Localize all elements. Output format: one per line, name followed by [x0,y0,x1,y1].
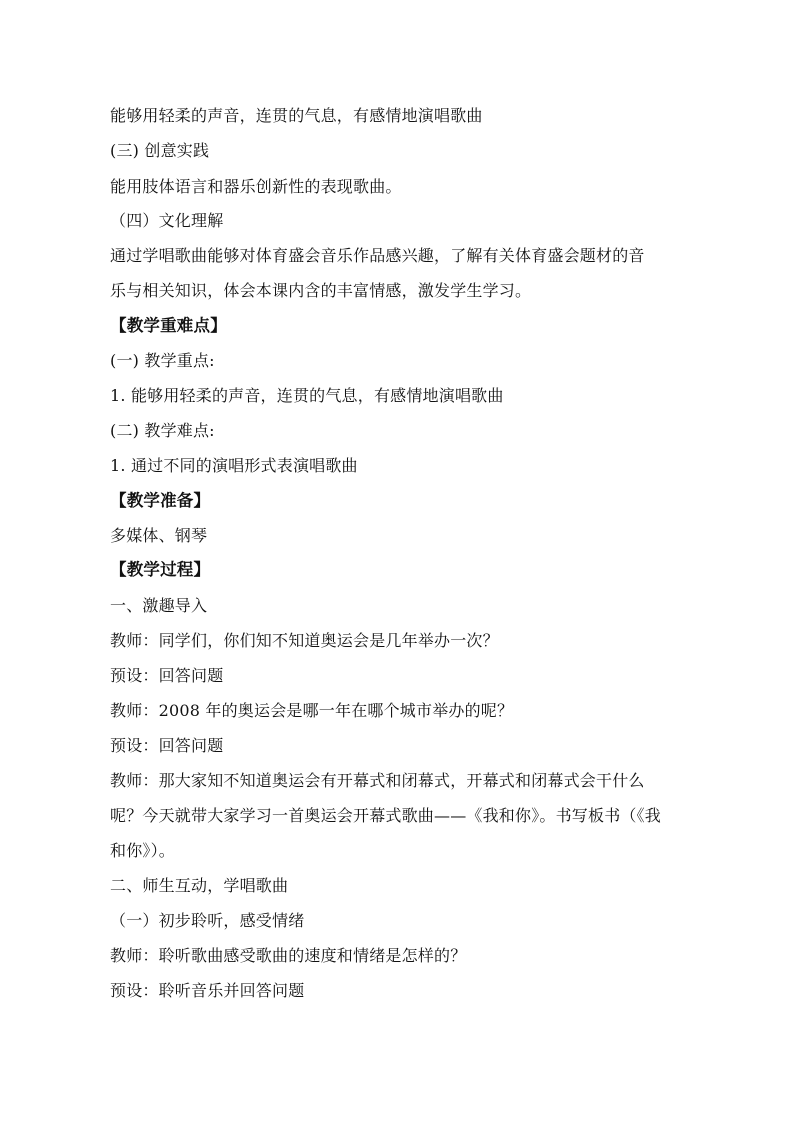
teacher-line-1: 教师：同学们，你们知不知道奥运会是几年举办一次？ [110,631,499,650]
difficulty-title: (二) 教学难点: [110,421,215,440]
teacher-line-3-part1: 教师：那大家知不知道奥运会有开幕式和闭幕式，开幕式和闭幕式会干什么 [110,771,645,790]
subsection-1-title: （一）初步聆听，感受情绪 [110,911,305,930]
preparation-heading: 【教学准备】 [110,491,211,510]
key-point-item: 1. 能够用轻柔的声音，连贯的气息，有感情地演唱歌曲 [110,386,504,405]
section-1-title: 一、激趣导入 [110,596,208,615]
teacher-line-3-part2: 呢？今天就带大家学习一首奥运会开幕式歌曲——《我和你》。书写板书（《我 [110,806,662,825]
objective-line: 能够用轻柔的声音，连贯的气息，有感情地演唱歌曲 [110,106,483,125]
creative-practice-title: (三) 创意实践 [110,141,210,160]
cultural-understanding-text-2: 乐与相关知识，体会本课内含的丰富情感，激发学生学习。 [110,281,532,300]
preparation-items: 多媒体、钢琴 [110,526,208,545]
creative-practice-text: 能用肢体语言和器乐创新性的表现歌曲。 [110,177,402,196]
key-difficulty-heading: 【教学重难点】 [110,316,227,335]
teacher-line-2: 教师：2008 年的奥运会是哪一年在哪个城市举办的呢？ [110,701,514,720]
teacher-line-3-part3: 和你》）。 [110,841,176,860]
preset-line-2: 预设：回答问题 [110,736,224,755]
cultural-understanding-text-1: 通过学唱歌曲能够对体育盛会音乐作品感兴趣，了解有关体育盛会题材的音 [110,246,645,265]
process-heading: 【教学过程】 [110,560,211,579]
preset-line-1: 预设：回答问题 [110,666,224,685]
section-2-title: 二、师生互动，学唱歌曲 [110,876,289,895]
teacher-line-4: 教师：聆听歌曲感受歌曲的速度和情绪是怎样的？ [110,946,467,965]
key-point-title: (一) 教学重点: [110,351,215,370]
preset-line-4: 预设：聆听音乐并回答问题 [110,981,305,1000]
difficulty-item: 1. 通过不同的演唱形式表演唱歌曲 [110,456,358,475]
cultural-understanding-title: （四）文化理解 [110,211,224,230]
